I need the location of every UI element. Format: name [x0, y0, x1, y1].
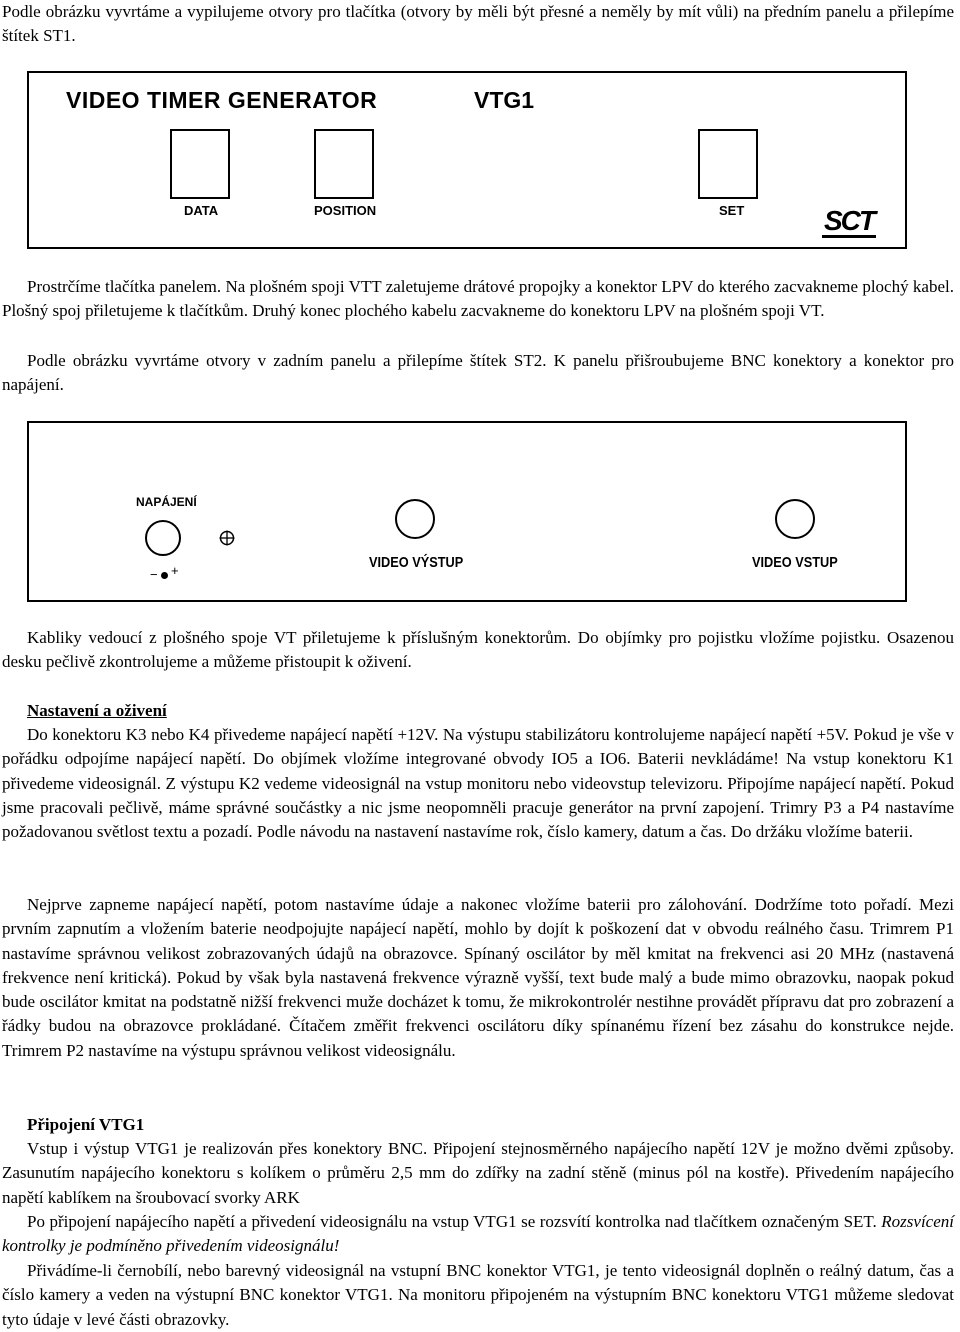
- polarity-dot-icon: [161, 572, 168, 579]
- indicator-paragraph: [2, 1210, 954, 1259]
- front-panel-title: VIDEO TIMER GENERATOR: [66, 87, 378, 113]
- assembly-paragraph: [2, 275, 954, 324]
- polarity-symbol: [150, 563, 190, 585]
- rear-panel-paragraph: [2, 349, 954, 398]
- video-in-bnc-hole: [775, 499, 815, 539]
- video-out-label: VIDEO VÝSTUP: [369, 554, 464, 571]
- set-button-cutout: [698, 129, 758, 199]
- rear-panel-text: Podle obrázku vyvrtáme otvory v zadním panelu a přilepíme štítek ST2. K panelu přišroubujeme BNC konektory a konektor pro napájení.: [2, 351, 954, 395]
- assembly-text: Prostrčíme tlačítka panelem. Na plošném spoji VTT zaletujeme drátové propojky a konektor LPV do kterého zacvakneme plochý kabel. Plošný spoj přiletujeme k tlačítkům. Druhý konec plochého kabelu zacvakneme do konektoru LPV na plošném spoji VT.: [2, 277, 954, 321]
- polarity-minus: −: [150, 567, 158, 582]
- position-button-label: POSITION: [314, 203, 377, 218]
- screw-hole-icon: [219, 530, 235, 546]
- intro-paragraph: Podle obrázku vyvrtáme a vypilujeme otvory pro tlačítka (otvory by měli být přesné a neměly by mít vůli) na předním panelu a přilepíme štítek ST1.: [2, 2, 954, 46]
- front-panel-figure: [27, 71, 907, 249]
- video-signal-paragraph: [2, 1259, 954, 1332]
- setup-text: Do konektoru K3 nebo K4 přivedeme napájecí napětí +12V. Na výstupu stabilizátoru kontrolujeme napájecí napětí +5V. Pokud je vše v pořádku odpojíme napájecí napětí. Do objímek vložíme integrované obvody IO5 a IO6. Baterii nevkládáme! Na vstup konektoru K1 přivedeme videosignál. Z výstupu K2 vedeme videosignál na vstup monitoru nebo videovstup televizoru. Připojíme napájecí napětí. Pokud jsme pracovali pečlivě, máme správné součástky a nic jsme neopomněli pracuje generátor na první zapojení. Trimry P3 a P4 nastavíme požadovanou světlost textu a pozadí. Podle návodu na nastavení nastavíme rok, číslo kamery, datum a čas. Do držáku vložíme baterii.: [2, 725, 954, 842]
- video-out-bnc-hole: [395, 499, 435, 539]
- data-button-cutout: [170, 129, 230, 199]
- video-signal-text: Přivádíme-li černobílí, nebo barevný videosignál na vstupní BNC konektor VTG1, je tento videosignál doplněn o reálný datum, čas a číslo kamery a veden na výstupní BNC konektor VTG1. Na monitoru připojeném na výstupním BNC konektoru VTG1 můžeme sledovat tyto údaje v levé části obrazovky.: [2, 1261, 954, 1329]
- front-panel-model: VTG1: [474, 87, 535, 113]
- indicator-note: Rozsvícení kontrolky je podmíněno přivedením videosignálu!: [2, 1212, 954, 1256]
- sct-logo: SCT: [824, 205, 874, 236]
- wiring-paragraph: [2, 626, 954, 675]
- position-button-cutout: [314, 129, 374, 199]
- power-connector-hole: [145, 520, 181, 556]
- wiring-text: Kabliky vedoucí z plošného spoje VT přiletujeme k příslušným konektorům. Do objímky pro pojistku vložíme pojistku. Osazenou desku pečlivě zkontrolujeme a můžeme přistoupit k oživení.: [2, 628, 954, 672]
- polarity-plus: +: [171, 563, 179, 578]
- data-button-label: DATA: [184, 203, 219, 218]
- set-button-label: SET: [719, 203, 745, 218]
- section-heading-setup: Nastavení a oživení: [27, 701, 167, 720]
- indicator-text: Po připojení napájecího napětí a přivedení videosignálu na vstup VTG1 se rozsvítí kontrolka nad tlačítkem označeným SET.: [27, 1212, 877, 1231]
- rear-panel-figure: [27, 421, 907, 602]
- calibration-text: Nejprve zapneme napájecí napětí, potom nastavíme údaje a nakonec vložíme baterii pro zálohování. Dodržíme toto pořadí. Mezi prvním zapnutím a vložením baterie neodpojujte napájecí napětí, mohlo by dojít k poškození dat v obvodu reálného času. Trimrem P1 nastavíme správnou velikost zobrazovaných údajů na obrazovce. Spínaný oscilátor by měl kmitat na frekvenci asi 20 MHz (nastavená frekvence není kritická). Pokud by však byla nastavená frekvence výrazně vyšší, text bude malý a bude mimo obrazovku, naopak pokud bude oscilátor kmitat na podstatně nižší frekvenci muže docházet k tomu, že mikrokontrolér nestihne provádět přípravu dat pro zobrazení a řádky budou na obrazovce prokládané. Čítačem změřit frekvenci oscilátoru díky spínanému řízení bez zásahu do konstrukce nejde. Trimrem P2 nastavíme na výstupu správnou velikost videosignálu.: [2, 895, 954, 1060]
- setup-paragraph: [2, 723, 954, 844]
- calibration-paragraph: [2, 893, 954, 1063]
- section-heading-connection: Připojení VTG1: [27, 1115, 145, 1134]
- power-label: NAPÁJENÍ: [136, 495, 197, 509]
- connection-text: Vstup i výstup VTG1 je realizován přes konektory BNC. Připojení stejnosměrného napájecího napětí 12V je možno dvěmi způsoby. Zasunutím napájecího konektoru s kolíkem o průměru 2,5 mm do zdířky na zadní stěně (minus pól na kostře). Přivedením napájecího napětí kablíkem na šroubovací svorky ARK: [2, 1139, 954, 1207]
- connection-paragraph: [2, 1137, 954, 1210]
- video-in-label: VIDEO VSTUP: [752, 554, 838, 571]
